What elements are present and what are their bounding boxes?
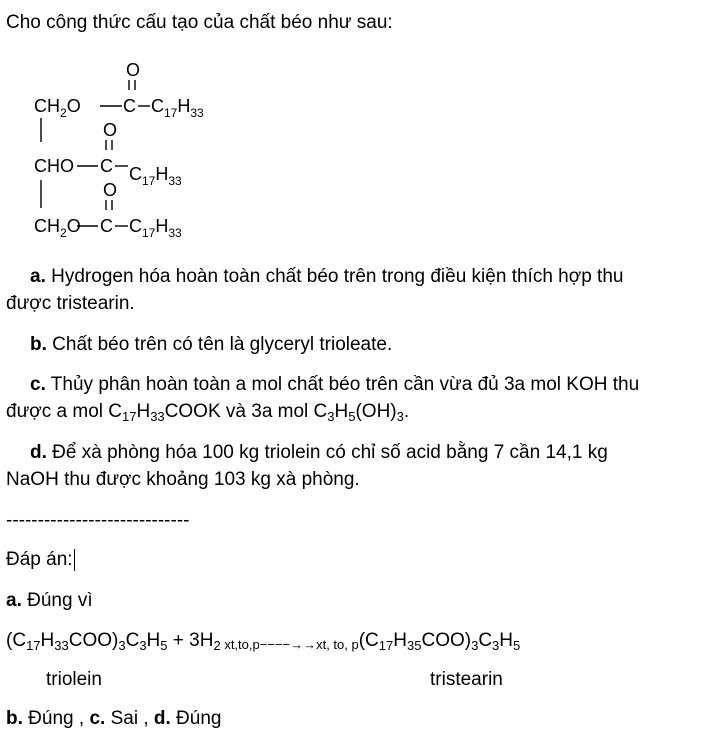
final-answers: b. Đúng , c. Sai , d. Đúng <box>6 708 222 729</box>
carbonyl-carbon: C <box>100 216 113 236</box>
fatty-chain: C <box>151 96 164 116</box>
fat-structure-diagram <box>30 52 260 252</box>
statement-a-line1: a. Hydrogen hóa hoàn toàn chất béo trên trong điều kiện thích hợp thu <box>30 266 624 287</box>
svg-text:CH2O: $CH_2O$ <box>34 96 81 120</box>
statement-d-line2: NaOH thu được khoảng 103 kg xà phòng. <box>6 469 360 490</box>
carbonyl-carbon: C <box>100 156 113 176</box>
carbonyl-oxygen: O <box>103 180 118 200</box>
reaction-condition: xt,to,p−−−−→→xt, to, p <box>220 637 359 652</box>
carbonyl-oxygen: O <box>126 60 141 80</box>
reaction-equation: $(C_{17}H_{33}COO)_3C_3H_5 + 3H_2$ xt,to,p−−−−→→xt, to, $p(C_{17}H_{35}COO)_3C_3H_5$ <box>6 630 521 653</box>
statement-c-line2: được a mol $C_{17}H_{33}COOK$ và 3a mol $C_3H_5(OH)_3$. <box>6 401 410 424</box>
glycerol-ch2: CH <box>34 216 60 236</box>
glycerol-ch2: CH <box>34 96 60 116</box>
divider: ----------------------------- <box>6 510 190 531</box>
statement-c-line1: c. Thủy phân hoàn toàn a mol chất béo trên cần vừa đủ 3a mol KOH thu <box>30 374 640 395</box>
carbonyl-carbon: C <box>123 96 136 116</box>
svg-text:C17H33: $C_{17}H_{33}$ <box>151 96 204 120</box>
fatty-chain: C <box>129 216 142 236</box>
statement-a-line2: được tristearin. <box>6 293 135 314</box>
text-cursor <box>74 549 75 571</box>
answer-heading: Đáp án: <box>6 549 73 571</box>
svg-text:C17H33: $C_{17}H_{33}$ <box>129 216 182 240</box>
svg-text:C17H33: $C_{17}H_{33}$ <box>129 164 182 188</box>
fatty-chain: C <box>129 164 142 184</box>
intro-text: Cho công thức cấu tạo của chất béo như sau: <box>6 12 393 33</box>
reactant-name: triolein <box>46 669 102 690</box>
carbonyl-oxygen: O <box>103 120 118 140</box>
statement-b: b. Chất béo trên có tên là glyceryl trioleate. <box>30 334 393 355</box>
product-name: tristearin <box>430 669 503 690</box>
glycerol-cho: CHO <box>34 156 74 176</box>
svg-text:CH2O: $CH_2O$ <box>34 216 81 240</box>
statement-d-line1: d. Để xà phòng hóa 100 kg triolein có chỉ số acid bằng 7 cần 14,1 kg <box>30 442 608 463</box>
answer-a: a. Đúng vì <box>6 590 93 611</box>
